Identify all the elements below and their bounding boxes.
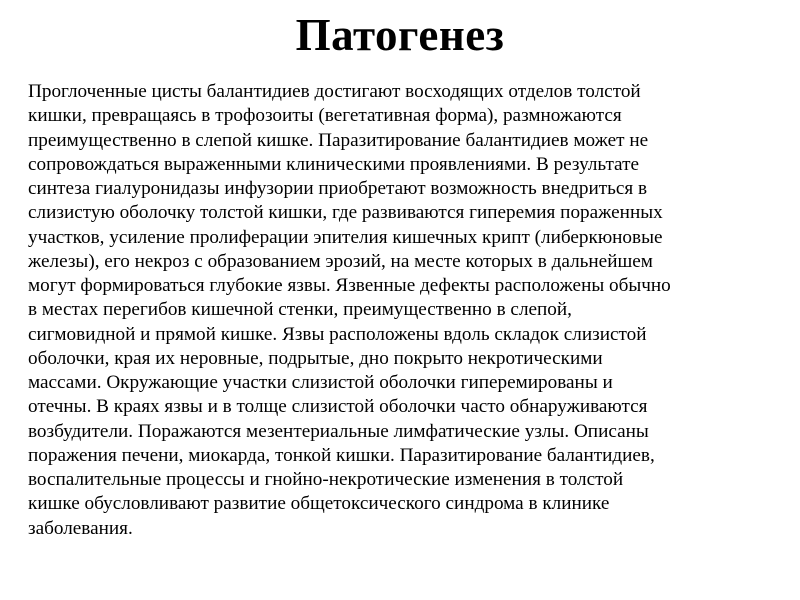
- text-line: возбудители. Поражаются мезентериальные лимфатические узлы. Описаны: [28, 420, 649, 442]
- text-line: участков, усиление пролиферации эпителия кишечных крипт (либеркюновые: [28, 226, 663, 248]
- text-line: железы), его некроз с образованием эрозий, на месте которых в дальнейшем: [28, 250, 653, 272]
- text-line: массами. Окружающие участки слизистой оболочки гиперемированы и: [28, 372, 613, 393]
- text-line: кишке обусловливают развитие общетоксического синдрома в клинике: [28, 493, 610, 515]
- text-line: сигмовидной и прямой кишке. Язвы расположены вдоль складок слизистой: [28, 323, 647, 345]
- text-line: в местах перегибов кишечной стенки, преимущественно в слепой,: [28, 299, 572, 321]
- text-line: заболевания.: [28, 517, 133, 539]
- text-line: Проглоченные цисты балантидиев достигают восходящих отделов толстой: [28, 81, 641, 102]
- text-line: могут формироваться глубокие язвы. Язвенные дефекты расположены обычно: [28, 275, 671, 296]
- text-line: кишки, превращаясь в трофозоиты (вегетативная форма), размножаются: [28, 105, 622, 127]
- slide-title: Патогенез: [295, 10, 505, 60]
- slide-body-text: [28, 80, 778, 541]
- text-line: слизистую оболочку толстой кишки, где развиваются гиперемия пораженных: [28, 202, 663, 224]
- text-line: отечны. В краях язвы и в толще слизистой оболочки часто обнаруживаются: [28, 396, 648, 418]
- text-line: оболочки, края их неровные, подрытые, дно покрыто некротическими: [28, 347, 603, 369]
- text-line: преимущественно в слепой кишке. Паразитирование балантидиев может не: [28, 129, 649, 151]
- text-line: поражения печени, миокарда, тонкой кишки. Паразитирование балантидиев,: [28, 444, 655, 466]
- text-line: синтеза гиалуронидазы инфузории приобретают возможность внедриться в: [28, 178, 648, 199]
- text-line: сопровождаться выраженными клиническими проявлениями. В результате: [28, 153, 639, 175]
- text-line: воспалительные процессы и гнойно-некротические изменения в толстой: [28, 469, 624, 490]
